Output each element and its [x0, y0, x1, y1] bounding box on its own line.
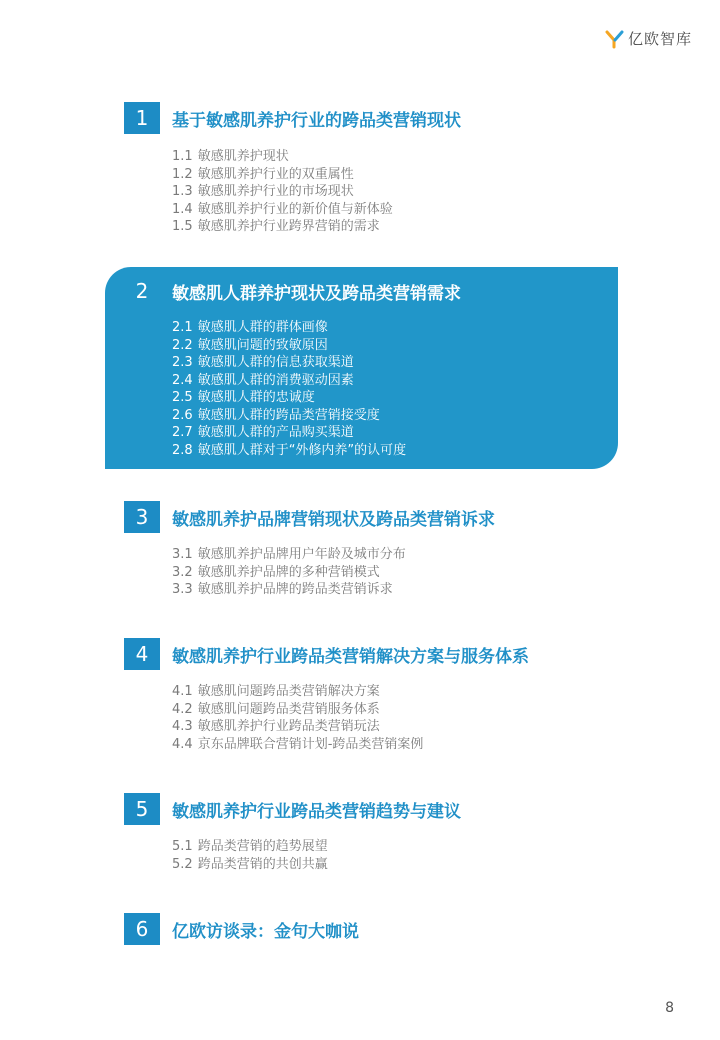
subitem-list [172, 319, 406, 459]
toc-subitem[interactable]: 4.4 京东品牌联合营销计划-跨品类营销案例 [172, 736, 424, 752]
toc-subitem[interactable]: 1.3 敏感肌养护行业的市场现状 [172, 184, 354, 199]
logo-text: 亿欧智库 [627, 30, 692, 48]
section-title: 敏感肌人群养护现状及跨品类营销需求 [172, 283, 461, 304]
toc-subitem[interactable]: 3.1 敏感肌养护品牌用户年龄及城市分布 [172, 547, 406, 562]
section-heading[interactable] [124, 913, 359, 945]
toc-subitem[interactable]: 2.4 敏感肌人群的消费驱动因素 [172, 372, 354, 388]
section-heading[interactable] [124, 501, 495, 533]
toc-subitem[interactable]: 3.3 敏感肌养护品牌的跨品类营销诉求 [172, 582, 393, 597]
section-number: 6 [124, 913, 160, 945]
subitem-list [172, 683, 423, 753]
toc-subitem[interactable]: 4.3 敏感肌养护行业跨品类营销玩法 [172, 719, 380, 734]
toc-subitem[interactable]: 3.2 敏感肌养护品牌的多种营销模式 [172, 564, 380, 580]
section-title: 敏感肌养护行业跨品类营销趋势与建议 [172, 801, 461, 822]
toc-subitem[interactable]: 1.4 敏感肌养护行业的新价值与新体验 [172, 201, 393, 217]
section-title: 亿欧访谈录：金句大咖说 [172, 921, 359, 942]
toc-subitem[interactable]: 2.7 敏感肌人群的产品购买渠道 [172, 425, 354, 440]
brand-logo [605, 28, 692, 49]
section-heading[interactable] [124, 102, 461, 134]
section-number: 5 [124, 793, 160, 825]
section-heading[interactable] [124, 793, 461, 825]
subitem-list [172, 838, 328, 873]
toc-subitem[interactable]: 2.2 敏感肌问题的致敏原因 [172, 337, 328, 353]
toc-subitem[interactable]: 4.1 敏感肌问题跨品类营销解决方案 [172, 684, 380, 699]
section-number: 1 [124, 102, 160, 134]
page-number: 8 [665, 1000, 674, 1016]
yiou-logo-icon [605, 29, 625, 49]
section-heading[interactable] [124, 275, 461, 307]
toc-subitem[interactable]: 1.5 敏感肌养护行业跨界营销的需求 [172, 219, 380, 234]
toc-subitem[interactable]: 2.8 敏感肌人群对于“外修内养”的认可度 [172, 442, 407, 458]
section-heading[interactable] [124, 638, 529, 670]
section-number: 2 [135, 279, 149, 303]
toc-subitem[interactable]: 5.1 跨品类营销的趋势展望 [172, 839, 328, 854]
section-title: 基于敏感肌养护行业的跨品类营销现状 [172, 110, 461, 131]
section-number: 4 [124, 638, 160, 670]
toc-subitem[interactable]: 5.2 跨品类营销的共创共赢 [172, 856, 328, 872]
toc-subitem[interactable]: 2.3 敏感肌人群的信息获取渠道 [172, 355, 354, 370]
toc-subitem[interactable]: 2.1 敏感肌人群的群体画像 [172, 320, 328, 335]
subitem-list [172, 148, 393, 236]
toc-subitem[interactable]: 1.2 敏感肌养护行业的双重属性 [172, 166, 354, 182]
toc-subitem[interactable]: 2.5 敏感肌人群的忠诚度 [172, 390, 315, 405]
section-title: 敏感肌养护行业跨品类营销解决方案与服务体系 [172, 646, 529, 667]
toc-subitem[interactable]: 2.6 敏感肌人群的跨品类营销接受度 [172, 407, 380, 423]
toc-subitem[interactable]: 1.1 敏感肌养护现状 [172, 149, 289, 164]
section-number: 3 [124, 501, 160, 533]
section-title: 敏感肌养护品牌营销现状及跨品类营销诉求 [172, 509, 495, 530]
toc-subitem[interactable]: 4.2 敏感肌问题跨品类营销服务体系 [172, 701, 380, 717]
subitem-list [172, 546, 406, 599]
